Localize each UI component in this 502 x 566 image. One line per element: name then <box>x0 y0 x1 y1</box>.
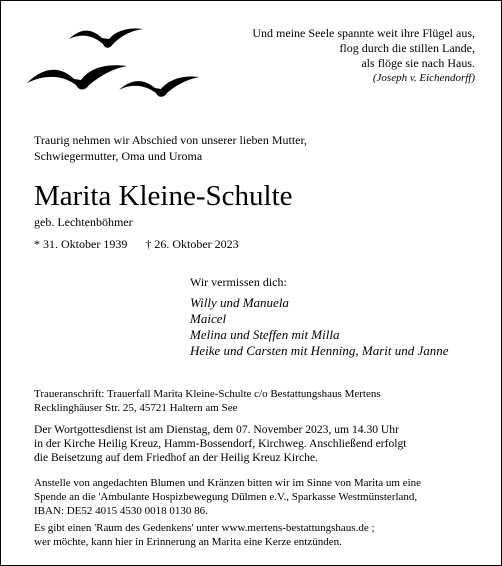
mourner-entry: Heike und Carsten mit Henning, Marit und Janne <box>190 343 449 358</box>
service-line: die Beisetzung auf dem Friedhof an der Heilig Kreuz Kirche. <box>34 451 318 464</box>
mourner-entry: Willy und Manuela <box>190 295 289 310</box>
poem-line: Und meine Seele spannte weit ihre Flügel aus, <box>252 26 475 40</box>
bird-icon <box>69 29 143 48</box>
maiden-name: geb. Lechtenböhmer <box>34 215 133 229</box>
bird-icon <box>119 77 199 97</box>
service-line: Der Wortgottesdienst ist am Dienstag, dem 07. November 2023, um 14.30 Uhr <box>34 423 399 436</box>
donation-line: Spende an die 'Ambulante Hospizbewegung Dülmen e.V., Sparkasse Westmünsterland, <box>34 491 418 503</box>
poem-line: als flöge sie nach Haus. <box>361 56 475 70</box>
deceased-name: Marita Kleine-Schulte <box>34 180 293 212</box>
address-line: Traueranschrift: Trauerfall Marita Kleine-Schulte c/o Bestattungshaus Mertens <box>34 388 381 400</box>
poem-author: (Joseph v. Eichendorff) <box>372 72 475 84</box>
address-line: Recklinghäuser Str. 25, 45721 Haltern am See <box>34 402 238 414</box>
death-date: † 26. Oktober 2023 <box>145 237 239 251</box>
life-dates <box>34 237 239 252</box>
poem-quote <box>252 26 475 86</box>
mourning-address <box>34 387 484 415</box>
mourners-list <box>190 295 449 359</box>
birth-date: * 31. Oktober 1939 <box>34 237 128 251</box>
intro-line: Schwiegermutter, Oma und Uroma <box>34 149 203 163</box>
mourner-entry: Maicel <box>190 311 227 326</box>
poem-line: flog durch die stillen Lande, <box>339 41 475 55</box>
mourners-label: Wir vermissen dich: <box>190 275 287 289</box>
donation-line: IBAN: DE52 4015 4530 0018 0130 86. <box>34 505 208 517</box>
memorial-line: Es gibt einen 'Raum des Gedenkens' unter www.mertens-bestattungshaus.de ; <box>34 522 375 534</box>
memorial-note <box>34 521 484 549</box>
mourner-entry: Melina und Steffen mit Milla <box>190 327 340 342</box>
service-line: in der Kirche Heilig Kreuz, Hamm-Bossendorf, Kirchweg. Anschließend erfolgt <box>34 437 407 450</box>
flying-birds-icon <box>19 11 219 111</box>
bird-icon <box>27 65 127 89</box>
donation-line: Anstelle von angedachten Blumen und Kränzen bitten wir im Sinne von Marita um eine <box>34 477 422 489</box>
intro-line: Traurig nehmen wir Abschied von unserer lieben Mutter, <box>34 133 308 147</box>
intro-text <box>34 132 307 164</box>
donation-request <box>34 476 484 518</box>
service-details <box>34 423 484 465</box>
memorial-line: wer möchte, kann hier in Erinnerung an Marita eine Kerze entzünden. <box>34 536 342 548</box>
